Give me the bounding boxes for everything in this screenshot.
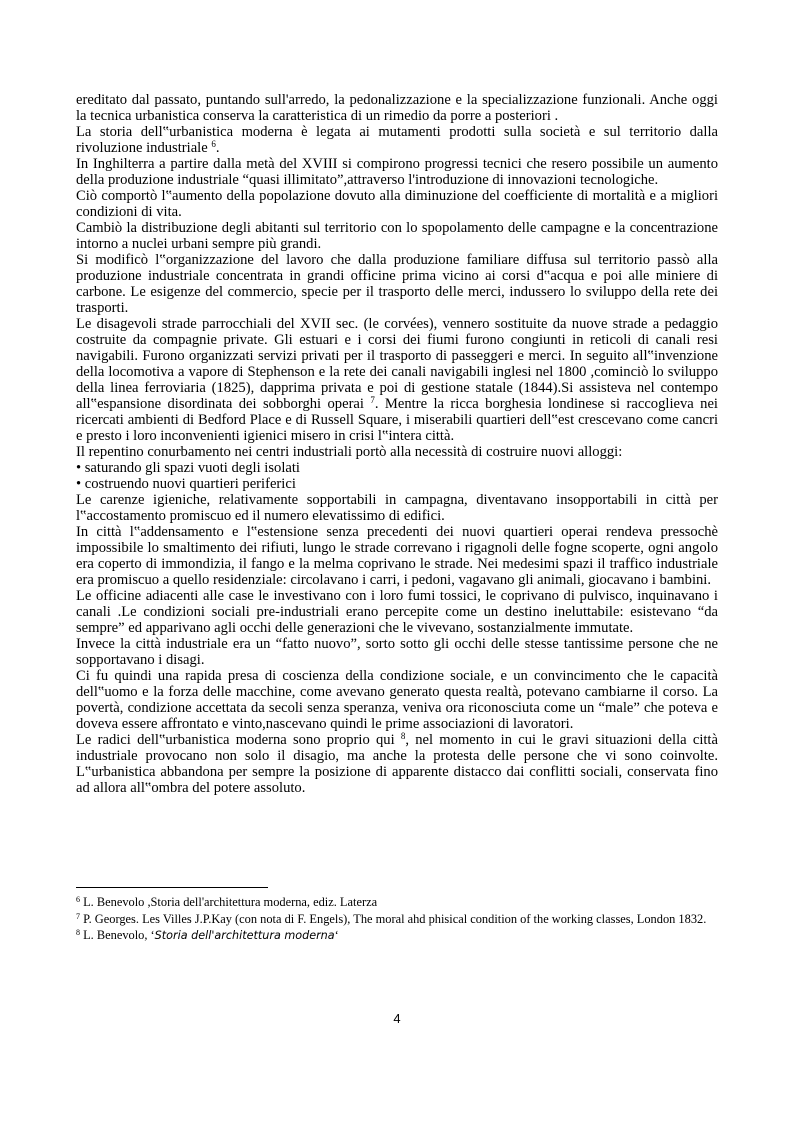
paragraph: Cambiò la distribuzione degli abitanti sul territorio con lo spopolamento delle campagne e la concentrazione intorno a nuclei urbani sempre più grandi. (76, 220, 718, 252)
paragraph-text: La storia dell‟urbanistica moderna è legata ai mutamenti prodotti sulla società e sul territorio dalla rivoluzione industriale (76, 124, 718, 156)
page-number: 4 (393, 1011, 401, 1026)
bullet-item: • costruendo nuovi quartieri periferici (76, 476, 296, 492)
paragraph: Si modificò l‟organizzazione del lavoro che dalla produzione familiare diffusa sul territorio passò alla produzione industriale concentrata in grandi officine prima vicino ai corsi d‟acqua e poi alle miniere di carbone. Le esigenze del commercio, specie per il trasporto delle merci, indussero lo sviluppo della rete dei trasporti. (76, 252, 718, 316)
footnote-number: 7 (76, 911, 80, 921)
paragraph: ereditato dal passato, puntando sull'arredo, la pedonalizzazione e la specializzazione funzionali. Anche oggi la tecnica urbanistica conserva la caratteristica di un rimedio da porre a posteriori . (76, 92, 718, 124)
footnote-number: 6 (76, 895, 80, 904)
paragraph (76, 124, 718, 156)
paragraph-end: . (215, 140, 220, 156)
paragraph: Il repentino conurbamento nei centri industriali portò alla necessità di costruire nuovi alloggi: (76, 444, 623, 460)
paragraph: Ci fu quindi una rapida presa di coscienza della condizione sociale, e un convincimento che le capacità dell‟uomo e la forza delle macchine, come avevano generato questa realtà, potevano cambiarne il corso. La povertà, condizione accettata da secoli senza speranza, veniva ora riconosciuta come un “male” che poteva e doveva essere affrontato e vinto,nascevano quindi le prime associazioni di lavoratori. (76, 668, 718, 732)
footnotes (76, 894, 718, 945)
paragraph: In Inghilterra a partire dalla metà del XVIII si compirono progressi tecnici che resero possibile un aumento della produzione industriale “quasi illimitato”,attraverso l'introduzione di innovazioni tecnologiche. (76, 156, 718, 188)
footnote-separator (76, 887, 268, 888)
footnote-ref: 6 (211, 139, 216, 149)
paragraph (76, 732, 718, 796)
footnote (76, 911, 718, 928)
footnote-text: P. Georges. Les Villes J.P.Kay (con nota di F. Engels), The moral ahd phisical condition of the working classes, London 1832. (80, 911, 707, 926)
paragraph-text: Le radici dell‟urbanistica moderna sono proprio qui (76, 732, 395, 748)
paragraph: Le officine adiacenti alle case le investivano con i loro fumi tossici, le coprivano di pulvisco, inquinavano i canali .Le condizioni sociali pre-industriali erano percepite come un destino ineluttabile: esistevano “da sempre” ed apparivano agli occhi delle generazioni che le vivevano, sostanzialmente immutate. (76, 588, 718, 636)
paragraph-text: . Mentre la ricca borghesia londinese si raccoglieva nei ricercati ambienti di Bedford Place e di Russell Square, i miserabili quartieri dell‟est crescevano come cancri e presto i loro inconvenienti igienici misero in crisi l‟intera città. (76, 396, 718, 444)
paragraph: Invece la città industriale era un “fatto nuovo”, sorto sotto gli occhi delle stesse tantissime persone che ne sopportavano i disagi. (76, 636, 718, 668)
footnote-ref: 8 (400, 731, 406, 741)
footnote-ref: 7 (370, 395, 375, 405)
paragraph: Le carenze igieniche, relativamente sopportabili in campagna, diventavano insopportabili in città per l‟accostamento promiscuo ed il numero elevatissimo di edifici. (76, 492, 718, 524)
footnote-text: L. Benevolo ,Storia dell'architettura moderna, ediz. Laterza (80, 895, 378, 909)
paragraph: In città l‟addensamento e l‟estensione senza precedenti dei nuovi quartieri operai rendeva pressochè impossibile lo smaltimento dei rifiuti, lungo le strade correvano i rigagnoli delle fogne scoperte, ogni angolo era coperto di immondizia, il fango e la melma coprivano le strade. Nei medesimi spazi il traffico industriale era promiscuo a quello residenziale: circolavano i carri, i pedoni, vagavano gli animali, giocavano i bambini. (76, 524, 718, 588)
footnote-text: ‘ (334, 928, 339, 942)
paragraph (76, 316, 718, 444)
footnote (76, 894, 718, 911)
footnote-number: 8 (76, 928, 80, 937)
paragraph-text: Le disagevoli strade parrocchiali del XVII sec. (le corvées), vennero sostituite da nuove strade a pedaggio costruite da compagnie private. Gli estuari e i corsi dei fiumi furono congiunti in reticoli di canali resi navigabili. Furono organizzati servizi privati per il trasporto di passeggeri e merci. In seguito all‟invenzione della locomotiva a vapore di Stephenson e la rete dei canali navigabili inglesi nel 1800 ,cominciò lo sviluppo della linea ferroviaria (1825), dapprima privata e poi di gestione statale (1844).Si assisteva nel contempo all‟espansione disordinata dei sobborghi operai (76, 316, 718, 412)
paragraph: Ciò comportò l‟aumento della popolazione dovuto alla diminuzione del coefficiente di mortalità e a migliori condizioni di vita. (76, 188, 718, 220)
footnote-text: L. Benevolo, ‘ (80, 928, 155, 942)
footnote-book-title: Storia dell'architettura moderna (154, 929, 335, 942)
bullet-item: • saturando gli spazi vuoti degli isolati (76, 460, 300, 476)
body-text (76, 92, 718, 796)
footnote (76, 927, 718, 945)
paragraph-text: , nel momento in cui le gravi situazioni della città industriale provocano non solo il disagio, ma anche la protesta delle persone che vi sono coinvolte. L‟urbanistica abbandona per sempre la posizione di apparente distacco dai conflitti sociali, conservata fino ad allora all‟ombra del potere assoluto. (76, 732, 718, 796)
